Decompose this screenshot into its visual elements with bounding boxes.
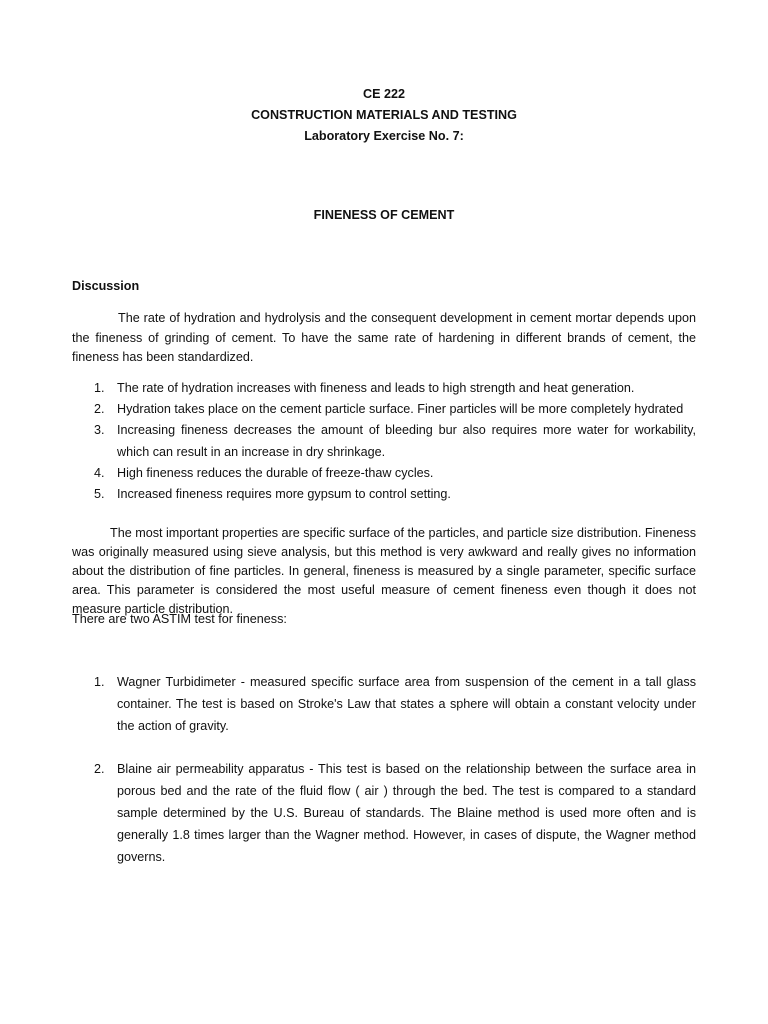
discussion-heading: Discussion — [72, 279, 140, 293]
document-header — [0, 84, 768, 147]
tests-intro: There are two ASTIM test for fineness: — [72, 612, 287, 626]
list-item-text: Increasing fineness decreases the amount of bleeding bur also requires more water for workability, which can result in an increase in dry shrinkage. — [117, 423, 696, 459]
list-item-number: 1. — [94, 675, 105, 689]
list-item — [72, 400, 696, 419]
list-item-text: Hydration takes place on the cement particle surface. Finer particles will be more completely hydrated — [117, 401, 684, 416]
list-item-number: 3. — [94, 423, 105, 437]
discussion-body: The most important properties are specific surface of the particles, and particle size distribution. Fineness was originally measured using sieve analysis, but this method is very awkward and really gives no information about the distribution of fine particles. In general, fineness is measured by a single parameter, specific surface area. This parameter is considered the most useful measure of cement fineness even though it does not measure particle distribution. — [72, 526, 696, 616]
list-item — [72, 379, 696, 398]
list-item — [72, 485, 696, 504]
exercise-title: FINENESS OF CEMENT — [313, 208, 455, 222]
list-item-text: Increased fineness requires more gypsum to control setting. — [117, 486, 451, 501]
list-item-number: 2. — [94, 762, 105, 776]
list-item-number: 2. — [94, 401, 105, 416]
list-item — [72, 420, 696, 463]
list-item-number: 5. — [94, 486, 105, 501]
fineness-effects-list — [72, 379, 696, 505]
list-item-number: 1. — [94, 381, 105, 395]
astm-tests-list — [72, 671, 696, 868]
course-code: CE 222 — [362, 87, 405, 101]
exercise-number: Laboratory Exercise No. 7: — [304, 129, 464, 143]
list-item-text: Blaine air permeability apparatus - This test is based on the relationship between the surface area in porous bed and the rate of the fluid flow ( air ) through the bed. The test is compared to a standard sample determined by the U.S. Bureau of standards. The Blaine method is used more often and is generally 1.8 times larger than the Wagner method. However, in cases of dispute, the Wagner method governs. — [117, 762, 696, 864]
list-item — [72, 671, 696, 737]
discussion-intro: The rate of hydration and hydrolysis and the consequent development in cement mortar depends upon the fineness of grinding of cement. To have the same rate of hardening in different brands of cement, the fineness has been standardized. — [72, 311, 696, 364]
list-item-text: High fineness reduces the durable of freeze-thaw cycles. — [117, 466, 434, 480]
course-title: CONSTRUCTION MATERIALS AND TESTING — [251, 108, 517, 122]
list-item-number: 4. — [94, 466, 105, 480]
list-item — [72, 758, 696, 868]
list-item-text: Wagner Turbidimeter - measured specific surface area from suspension of the cement in a tall glass container. The test is based on Stroke's Law that states a sphere will obtain a constant velocity under the action of gravity. — [117, 675, 696, 733]
list-item — [72, 464, 696, 483]
list-item-text: The rate of hydration increases with fineness and leads to high strength and heat generation. — [117, 381, 635, 395]
